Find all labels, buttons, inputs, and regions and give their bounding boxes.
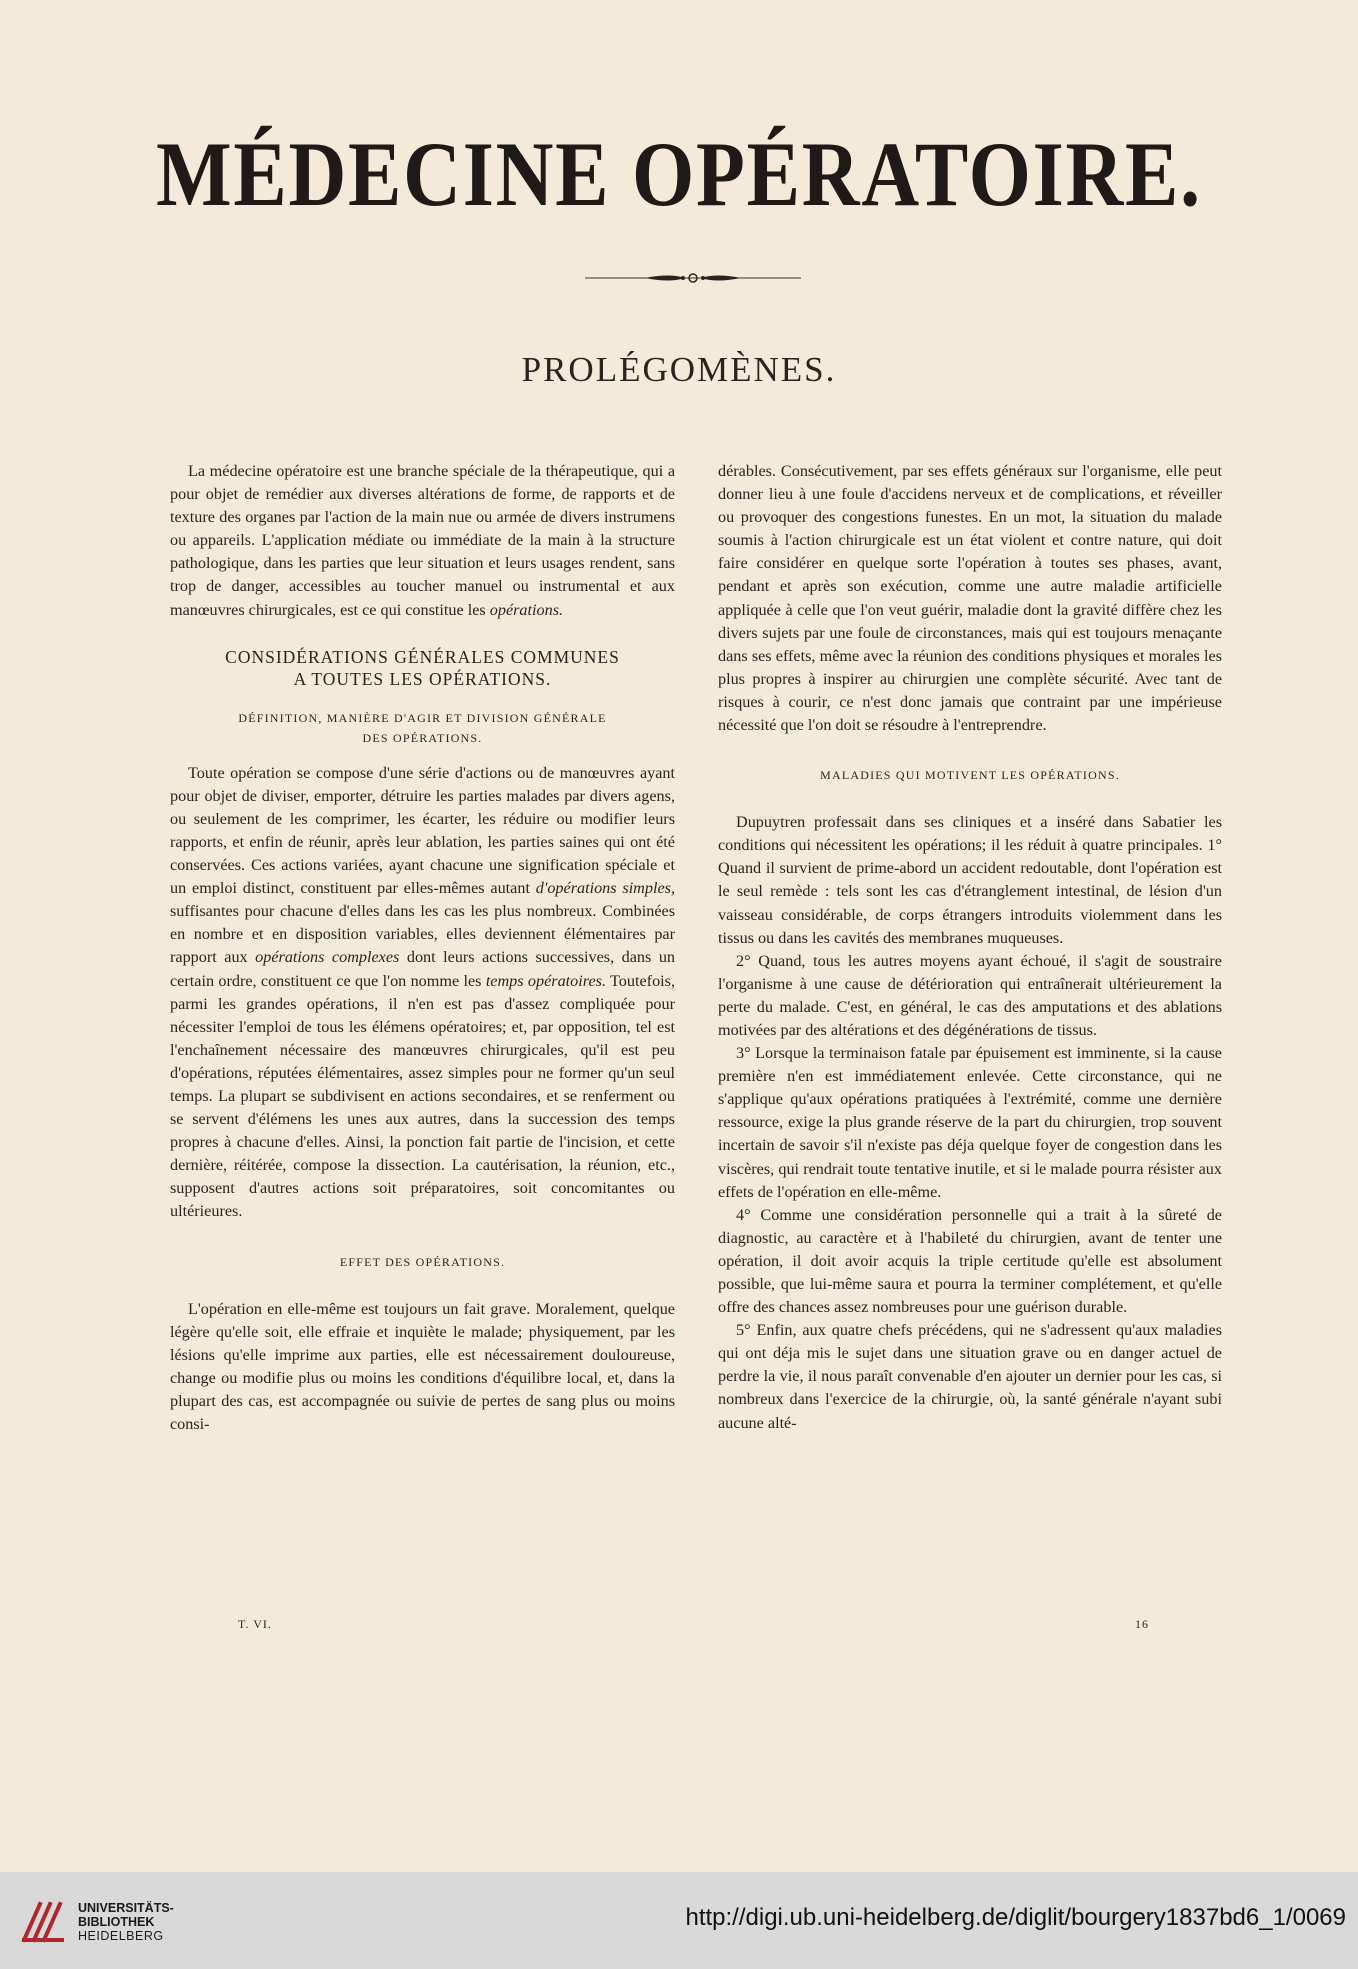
body-paragraph: L'opération en elle-même est toujours un fait grave. Moralement, quelque légère qu'elle soit, elle effraie et inquiète le malade; physiquement, par les lésions qu'elle imprime aux parties, elle est nécessairement douloureuse, change ou modifie plus ou moins les conditions d'équilibre local, et, dans la plupart des cas, est accompagnée ou suivie de pertes de sang plus ou moins consi- xyxy=(170,1299,675,1433)
library-name: UNIVERSITÄTS- BIBLIOTHEK HEIDELBERG xyxy=(78,1901,174,1943)
sub-heading: MALADIES QUI MOTIVENT LES OPÉRATIONS. xyxy=(820,768,1120,783)
body-paragraph: Toute opération se compose d'une série d'actions ou de manœuvres ayant pour objet de diviser, emporter, détruire les parties malades par divers agens, ou seulement de les comprimer, les écarter, les réduire ou modifier leurs rapports, et enfin de réunir, après leur ablation, les parties saines qui ont été conservées. Ces actions variées, ayant chacune une signification spéciale et un emploi distinct, constituent par elles-mêmes autant d'opérations simples, suffisantes pour chacune d'elles dans les cas les plus nombreux. Combinées en nombre et en disposition variables, elles deviennent élémentaires par rapport aux opérations complexes dont leurs actions successives, dans un certain ordre, constituent ce que l'on nomme les temps opératoires. Toutefois, parmi les grandes opérations, il n'en est pas d'assez compliquée pour nécessiter l'emploi de tous les élémens opératoires; et, par opposition, tel est l'enchaînement nécessaire des manœuvres chirurgicales, qu'il est peu d'opérations, réputées élémentaires, assez simples pour ne former qu'un seul temps. La plupart se subdivisent en actions secondaires, et se renferment ou se servent d'élémens les unes aux autres, dans la succession des temps propres à chacune d'elles. Ainsi, la ponction fait partie de l'incision, et cette dernière, réitérée, compose la dissection. La cautérisation, la réunion, etc., supposent d'autres actions soit préparatoires, soit concomitantes ou ultérieures. xyxy=(170,763,676,1221)
body-paragraph: 5° Enfin, aux quatre chefs précédens, qui ne s'adressent qu'aux maladies qui ont déja mis le sujet dans une situation grave ou en danger actuel de perdre la vie, il nous paraît convenable d'en ajouter un dernier pour les cas, si nombreux dans l'exercice de la chirurgie, où, la santé générale n'ayant subi aucune alté- xyxy=(718,1321,1222,1432)
ornament-divider xyxy=(585,271,801,285)
intro-paragraph: La médecine opératoire est une branche spéciale de la thérapeutique, qui a pour objet de remédier aux diverses altérations de forme, de rapports et de texture des organes par l'action de la main nue ou armée de divers instrumens ou appareils. L'application médiate ou immédiate de la main à la structure pathologique, dans les parties que leur situation et leurs usages rendent, sans trop de danger, accessibles au toucher manuel ou instrumental et aux manœuvres chirurgicales, est ce qui constitue les opérations. xyxy=(170,462,675,619)
signature-number: 16 xyxy=(1135,1617,1149,1631)
permalink-url[interactable]: http://digi.ub.uni-heidelberg.de/diglit/bourgery1837bd6_1/0069 xyxy=(685,1904,1346,1931)
body-paragraph: Dupuytren professait dans ses cliniques et a inséré dans Sabatier les conditions qui nécessitent les opérations; il les réduit à quatre principales. 1° Quand il survient de prime-abord un accident redoutable, dont l'opération est le seul remède : tels sont les cas d'étranglement intestinal, de lésion d'un vaisseau considérable, de corps étrangers introduits violemment dans les tissus ou dans les cavités des membranes muqueuses. xyxy=(718,813,1222,947)
library-logo-icon[interactable] xyxy=(18,1896,68,1946)
body-paragraph: 4° Comme une considération personnelle qui a trait à la sûreté de diagnostic, au caractère et à l'habileté du chirurgien, avant de tenter une opération, il doit avoir acquis la triple certitude qu'elle est absolument possible, que lui-même saura et pourra la terminer complétement, et qu'elle offre des chances assez nombreuses pour une guérison durable. xyxy=(718,1205,1222,1317)
page-title: MÉDECINE OPÉRATOIRE. xyxy=(156,123,1202,225)
volume-marker: T. VI. xyxy=(238,1617,272,1631)
right-column xyxy=(718,460,1222,1435)
sub-heading: DÉFINITION, MANIÈRE D'AGIR ET DIVISION GÉNÉRALE DES OPÉRATIONS. xyxy=(238,710,607,745)
body-paragraph: 2° Quand, tous les autres moyens ayant échoué, il s'agit de soustraire l'organisme à une cause de détérioration qui entraînerait ultérieurement la perte du malade. C'est, en général, le cas des amputations et des ablations motivées par des altérations et des dégénérations de tissus. xyxy=(718,951,1222,1039)
body-paragraph: dérables. Consécutivement, par ses effets généraux sur l'organisme, elle peut donner lieu à une foule d'accidens nerveux et de complications, et réveiller ou provoquer des congestions funestes. En un mot, la situation du malade soumis à l'action chirurgicale est un état violent et contre nature, qui doit faire considérer en quelque sorte l'opération à toutes ses phases, avant, pendant et après son exécution, comme une autre maladie artificielle appliquée à celle que l'on veut guérir, maladie dont la gravité diffère chez les divers sujets par une foule de circonstances, mais qui est toujours menaçante dans ses effets, même avec la réunion des conditions physiques et morales les plus propres à inspirer au chirurgien une complète sécurité. Avec tant de risques à courir, ce n'est donc jamais que contraint par une impérieuse nécessité que l'on doit se résoudre à l'entreprendre. xyxy=(718,462,1222,735)
footer-bar xyxy=(0,1872,1358,1969)
section-heading: CONSIDÉRATIONS GÉNÉRALES COMMUNES A TOUTES LES OPÉRATIONS. xyxy=(225,646,620,689)
body-paragraph: 3° Lorsque la terminaison fatale par épuisement est imminente, si la cause première n'en est immédiatement enlevée. Cette circonstance, qui ne s'applique qu'aux opérations pratiquées à l'extrémité, comme une dernière ressource, exige la plus grande réserve de la part du chirurgien, trop souvent incertain de savoir s'il n'existe pas déja quelque foyer de congestion dans les viscères, qui rendrait toute tentative inutile, et si le malade pourra résister aux effets de l'opération en elle-même. xyxy=(718,1044,1222,1201)
left-column xyxy=(170,460,675,1436)
sub-heading: EFFET DES OPÉRATIONS. xyxy=(339,1254,506,1269)
section-title: PROLÉGOMÈNES. xyxy=(521,350,837,389)
